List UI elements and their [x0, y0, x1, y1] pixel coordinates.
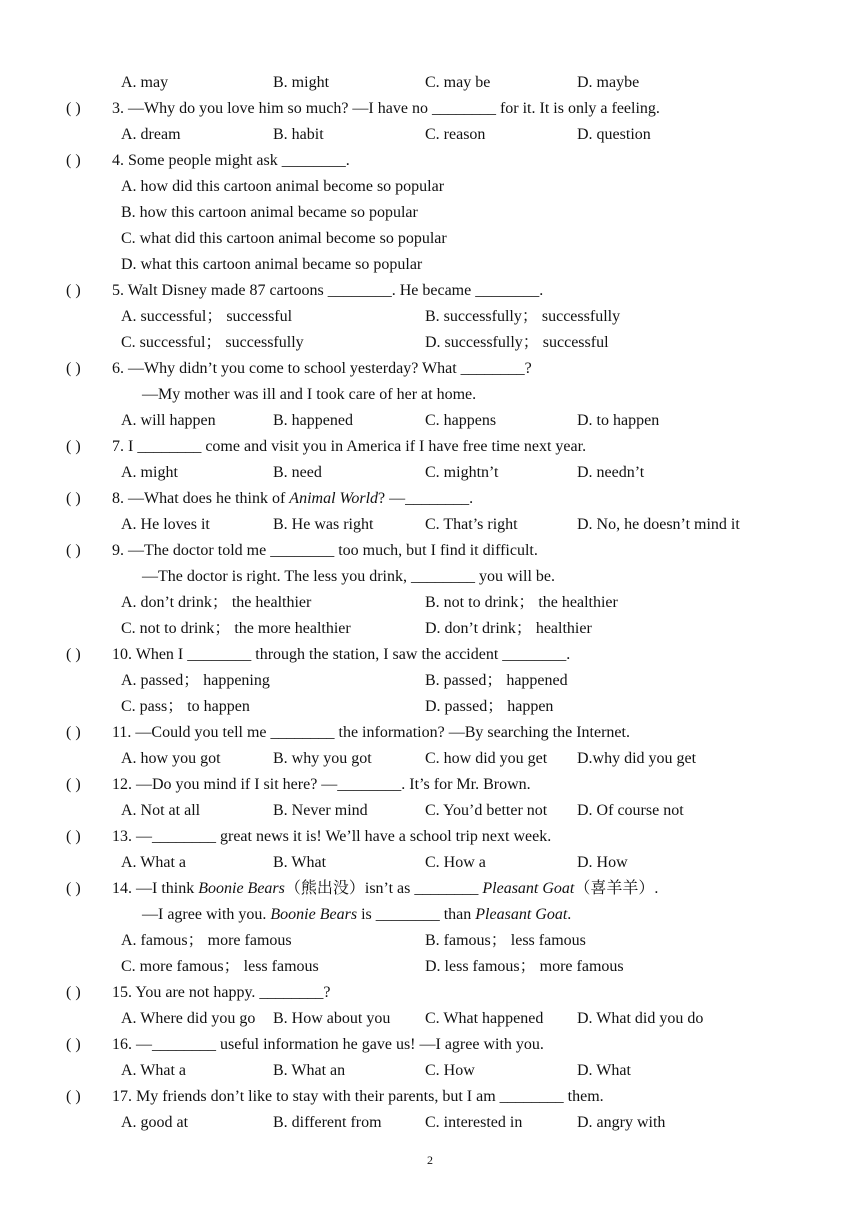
option-b: B. different from — [273, 1114, 382, 1131]
option-c: C. You’d better not — [425, 802, 548, 819]
option-d: D. successfully； successful — [425, 334, 609, 351]
option-a: A. famous； more famous — [121, 932, 292, 949]
answer-blank-parens: ( ) — [66, 100, 81, 117]
option-c: C. How — [425, 1062, 475, 1079]
question-stem-part: （熊出没）isn’t as ________ — [284, 880, 483, 897]
option-d: D. No, he doesn’t mind it — [577, 516, 740, 533]
question-stem — [112, 876, 658, 902]
option-row — [0, 122, 860, 148]
option-row — [0, 1006, 860, 1032]
question-stem-line — [0, 356, 860, 382]
question-stem-line — [0, 824, 860, 850]
answer-blank-parens: ( ) — [66, 360, 81, 377]
option-row — [0, 70, 860, 96]
answer-blank-parens: ( ) — [66, 724, 81, 741]
option-row — [0, 616, 860, 642]
option-row — [0, 590, 860, 616]
option-a: A. may — [121, 74, 169, 91]
question-stem-part: 14. —I think — [112, 880, 199, 897]
option-b: B. why you got — [273, 750, 372, 767]
option-a: A. What a — [121, 1062, 187, 1079]
option-d: D. Of course not — [577, 802, 684, 819]
option-a: A. might — [121, 464, 178, 481]
option-row — [0, 928, 860, 954]
option-a: A. What a — [121, 854, 187, 871]
option-d: D. maybe — [577, 74, 640, 91]
option-d: D. don’t drink； healthier — [425, 620, 592, 637]
answer-blank-parens: ( ) — [66, 152, 81, 169]
answer-blank-parens: ( ) — [66, 828, 81, 845]
answer-blank-parens: ( ) — [66, 984, 81, 1001]
question-reply: —My mother was ill and I took care of her at home. — [142, 386, 477, 403]
answer-blank-parens: ( ) — [66, 490, 81, 507]
answer-blank-parens: ( ) — [66, 776, 81, 793]
question-stem-part: Animal World — [289, 490, 379, 507]
answer-blank-parens: ( ) — [66, 1088, 81, 1105]
option-c: C. what did this cartoon animal become so popular — [121, 230, 447, 247]
answer-blank-parens: ( ) — [66, 880, 81, 897]
option-c: C. How a — [425, 854, 486, 871]
question-stem: 9. —The doctor told me ________ too much, but I find it difficult. — [112, 542, 538, 559]
question-stem-part: （喜羊羊）. — [574, 880, 659, 897]
question-stem-line — [0, 148, 860, 174]
question-stem-line — [0, 642, 860, 668]
option-c: C. interested in — [425, 1114, 523, 1131]
question-reply-part: Pleasant Goat — [475, 906, 568, 923]
option-b: B. might — [273, 74, 330, 91]
option-b: B. need — [273, 464, 322, 481]
question-stem-part: Pleasant Goat — [482, 880, 575, 897]
question-reply: —The doctor is right. The less you drink, ________ you will be. — [142, 568, 555, 585]
option-b: B. What an — [273, 1062, 346, 1079]
option-a: A. how did this cartoon animal become so popular — [121, 178, 445, 195]
option-row — [0, 200, 860, 226]
option-c: C. pass； to happen — [121, 698, 250, 715]
question-stem: 7. I ________ come and visit you in America if I have free time next year. — [112, 438, 587, 455]
question-stem: 10. When I ________ through the station, I saw the accident ________. — [112, 646, 571, 663]
option-c: C. What happened — [425, 1010, 544, 1027]
option-c: C. mightn’t — [425, 464, 499, 481]
option-c: C. reason — [425, 126, 486, 143]
option-b: B. famous； less famous — [425, 932, 586, 949]
option-row — [0, 798, 860, 824]
answer-blank-parens: ( ) — [66, 646, 81, 663]
question-stem-part: Boonie Bears — [198, 880, 285, 897]
question-reply-part: is ________ than — [357, 906, 476, 923]
option-row — [0, 174, 860, 200]
option-b: B. passed； happened — [425, 672, 568, 689]
option-a: A. will happen — [121, 412, 216, 429]
question-reply-part: —I agree with you. — [142, 906, 271, 923]
question-stem-part: ? —________. — [378, 490, 474, 507]
option-d: D.why did you get — [577, 750, 697, 767]
question-stem-line — [0, 434, 860, 460]
question-reply — [142, 902, 571, 928]
option-b: B. habit — [273, 126, 324, 143]
answer-blank-parens: ( ) — [66, 542, 81, 559]
question-stem: 11. —Could you tell me ________ the information? —By searching the Internet. — [112, 724, 630, 741]
question-reply-line — [0, 382, 860, 408]
question-stem: 6. —Why didn’t you come to school yesterday? What ________? — [112, 360, 532, 377]
question-stem: 12. —Do you mind if I sit here? —________. It’s for Mr. Brown. — [112, 776, 531, 793]
option-c: C. happens — [425, 412, 497, 429]
option-row — [0, 954, 860, 980]
option-row — [0, 304, 860, 330]
question-reply-line — [0, 902, 860, 928]
option-a: A. good at — [121, 1114, 189, 1131]
question-stem: 16. —________ useful information he gave us! —I agree with you. — [112, 1036, 544, 1053]
option-a: A. dream — [121, 126, 181, 143]
option-b: B. What — [273, 854, 327, 871]
option-c: C. not to drink； the more healthier — [121, 620, 351, 637]
option-a: A. successful； successful — [121, 308, 293, 325]
question-stem-line — [0, 980, 860, 1006]
question-stem-part: 8. —What does he think of — [112, 490, 290, 507]
option-b: B. happened — [273, 412, 353, 429]
option-d: D. angry with — [577, 1114, 666, 1131]
option-row — [0, 226, 860, 252]
question-stem-line — [0, 772, 860, 798]
option-b: B. Never mind — [273, 802, 368, 819]
option-b: B. how this cartoon animal became so popular — [121, 204, 418, 221]
option-a: A. passed； happening — [121, 672, 270, 689]
question-stem: 13. —________ great news it is! We’ll have a school trip next week. — [112, 828, 552, 845]
option-c: C. successful； successfully — [121, 334, 304, 351]
option-row — [0, 694, 860, 720]
option-d: D. to happen — [577, 412, 660, 429]
option-row — [0, 1058, 860, 1084]
question-stem-line — [0, 720, 860, 746]
option-row — [0, 408, 860, 434]
option-d: D. less famous； more famous — [425, 958, 624, 975]
option-row — [0, 330, 860, 356]
question-stem: 3. —Why do you love him so much? —I have no ________ for it. It is only a feeling. — [112, 100, 660, 117]
question-stem-line — [0, 96, 860, 122]
option-c: C. That’s right — [425, 516, 518, 533]
option-d: D. needn’t — [577, 464, 645, 481]
option-c: C. more famous； less famous — [121, 958, 319, 975]
question-reply-part: . — [567, 906, 572, 923]
question-stem-line — [0, 1032, 860, 1058]
option-row — [0, 460, 860, 486]
answer-blank-parens: ( ) — [66, 1036, 81, 1053]
option-a: A. don’t drink； the healthier — [121, 594, 312, 611]
question-stem-line — [0, 278, 860, 304]
option-b: B. not to drink； the healthier — [425, 594, 618, 611]
option-c: C. may be — [425, 74, 491, 91]
option-d: D. passed； happen — [425, 698, 554, 715]
option-row — [0, 1110, 860, 1136]
option-b: B. How about you — [273, 1010, 391, 1027]
option-d: D. What — [577, 1062, 631, 1079]
question-stem — [112, 486, 473, 512]
question-stem-line — [0, 538, 860, 564]
option-a: A. He loves it — [121, 516, 210, 533]
option-a: A. Where did you go — [121, 1010, 256, 1027]
option-row — [0, 746, 860, 772]
option-c: C. how did you get — [425, 750, 548, 767]
question-stem: 4. Some people might ask ________. — [112, 152, 350, 169]
option-row — [0, 668, 860, 694]
option-b: B. He was right — [273, 516, 374, 533]
question-stem-line — [0, 486, 860, 512]
question-stem-line — [0, 1084, 860, 1110]
question-reply-line — [0, 564, 860, 590]
question-stem: 17. My friends don’t like to stay with their parents, but I am ________ them. — [112, 1088, 604, 1105]
option-row — [0, 252, 860, 278]
answer-blank-parens: ( ) — [66, 438, 81, 455]
option-d: D. What did you do — [577, 1010, 704, 1027]
answer-blank-parens: ( ) — [66, 282, 81, 299]
question-stem: 15. You are not happy. ________? — [112, 984, 331, 1001]
option-b: B. successfully； successfully — [425, 308, 621, 325]
option-row — [0, 850, 860, 876]
option-a: A. Not at all — [121, 802, 201, 819]
page-number: 2 — [427, 1153, 433, 1167]
option-d: D. what this cartoon animal became so popular — [121, 256, 423, 273]
option-d: D. question — [577, 126, 651, 143]
option-d: D. How — [577, 854, 628, 871]
question-stem: 5. Walt Disney made 87 cartoons ________. He became ________. — [112, 282, 544, 299]
question-stem-line — [0, 876, 860, 902]
option-row — [0, 512, 860, 538]
option-a: A. how you got — [121, 750, 221, 767]
question-reply-part: Boonie Bears — [270, 906, 358, 923]
